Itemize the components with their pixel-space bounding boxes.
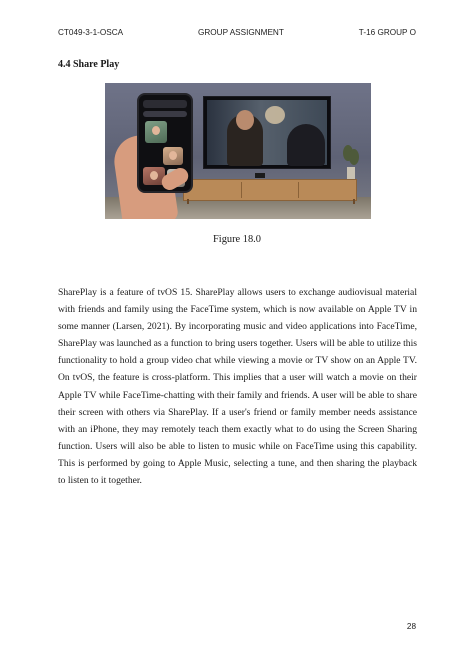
figure-tv-cabinet bbox=[183, 179, 357, 201]
figure-facetime-tile bbox=[163, 147, 183, 165]
figure-facetime-tile bbox=[145, 121, 167, 143]
figure-tv bbox=[203, 96, 331, 169]
figure-tv-screen bbox=[207, 100, 327, 165]
figure-cabinet-legs bbox=[187, 199, 355, 204]
section-heading: 4.4 Share Play bbox=[58, 59, 120, 70]
figure-cabinet-divider bbox=[298, 182, 299, 198]
figure-face bbox=[152, 126, 160, 135]
figure-caption: Figure 18.0 bbox=[213, 234, 261, 245]
figure-phone-shareplay-bar bbox=[143, 111, 187, 117]
figure-phone-facetime-bar bbox=[143, 100, 187, 108]
figure-face bbox=[169, 151, 177, 160]
page-header bbox=[58, 28, 416, 37]
figure-tv-actor-face bbox=[236, 110, 254, 130]
figure-apple-tv-box bbox=[255, 173, 265, 178]
body-paragraph: SharePlay is a feature of tvOS 15. SharePlay allows users to exchange audiovisual material with friends and family using the FaceTime system, which is now available on Apple TV in some manner (Larsen, 2021). By incorporating music and video applications into FaceTime, SharePlay was launched as a function to bring users together. Users will be able to utilize this functionality to hold a group video chat while viewing a movie or TV show on an Apple TV. On tvOS, the feature is cross-platform. This implies that a user will watch a movie on their Apple TV while FaceTime-chatting with their family and friends. A user will be able to share their screen with others via SharePlay. If a user's friend or family member needs assistance with an iPhone, they may remotely teach them exactly what to do using the Screen Sharing function. Users will also be able to listen to music while on FaceTime using this capability. This is performed by going to Apple Music, selecting a tune, and then sharing the playback to listen to it together. bbox=[58, 287, 417, 487]
figure-tv-actress bbox=[287, 124, 325, 166]
figure-plant-pot bbox=[347, 167, 355, 179]
header-group: T-16 GROUP O bbox=[358, 28, 416, 37]
figure-tv-lamp bbox=[265, 106, 285, 124]
page-number: 28 bbox=[406, 622, 416, 631]
figure-cabinet-divider bbox=[241, 182, 242, 198]
header-assignment-type: GROUP ASSIGNMENT bbox=[198, 28, 284, 37]
shareplay-figure-image bbox=[105, 83, 371, 219]
header-course-code: CT049-3-1-OSCA bbox=[58, 28, 124, 37]
figure-plant bbox=[343, 145, 359, 179]
figure-face bbox=[150, 171, 158, 180]
figure-plant-leaf bbox=[349, 149, 359, 165]
